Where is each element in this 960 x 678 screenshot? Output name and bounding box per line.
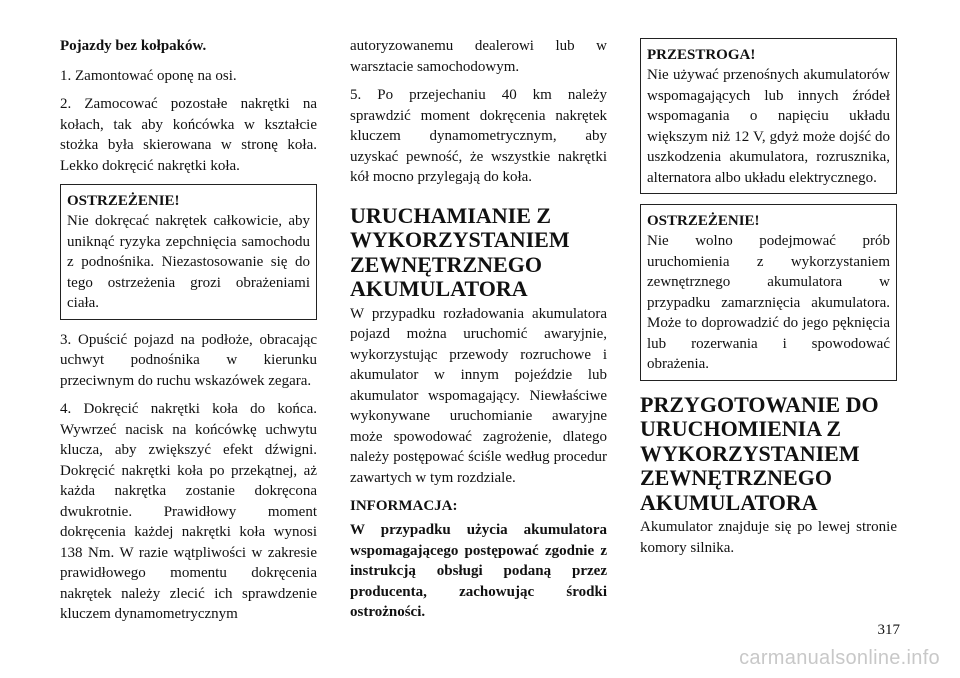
jump-start-intro: W przypadku rozładowania akumulatora pojazd można uruchomić awaryjnie, wykorzystując przewody rozruchowe i akumulator w innym pojeździe lub akumulator wspomagający. Niewłaściwe wykonywane uruchomianie awaryjne może spowodować zagrożenie, dlatego należy postępować ściśle według procedur zawartych w tym rozdziale. [350,305,607,486]
warning-body: Nie wolno podejmować prób uruchomienia z wykorzystaniem zewnętrznego akumulatora w przypadku zamarznięcia akumulatora. Może to doprowadzić do jego pęknięcia lub rozerwania i spowodować obrażenia. [647,233,890,372]
page-number: 317 [877,622,900,638]
step-5: 5. Po przejechaniu 40 km należy sprawdzić moment dokręcenia nakrętek kluczem dynamometrycznym, aby uzyskać pewność, że wszystkie nakrętki kół mocno przylegają do koła. [350,87,607,185]
watermark: carmanualsonline.info [739,647,940,669]
column-right [640,36,897,566]
step-4: 4. Dokręcić nakrętki koła do końca. Wywrzeć nacisk na końcówkę uchwytu klucza, aby zwiększyć efekt dźwigni. Dokręcić nakrętki koła po przekątnej, aż każda nakrętka zostanie dokręcona dwukrotnie. Prawidłowy moment dokręcenia każdej nakrętki koła wynosi 138 Nm. W razie wątpliwości w zakresie prawidłowego momentu dokręcenia nakrętek należy zlecić ich sprawdzenie kluczem dynamometrycznym [60,401,317,622]
section-heading-preparation: PRZYGOTOWANIE DO URUCHOMIENIA Z WYKORZYSTANIEM ZEWNĘTRZNEGO AKUMULATORA [640,391,879,515]
step-1: 1. Zamontować oponę na osi. [60,67,237,84]
caution-title: PRZESTROGA! [647,47,756,63]
battery-location-text: Akumulator znajduje się po lewej stronie komory silnika. [640,519,897,556]
caution-body: Nie używać przenośnych akumulatorów wspomagających lub innych źródeł wspomagania o napięciu układu większym niż 12 V, gdyż może dojść do uszkodzenia akumulatora, rozrusznika, alternatora albo układu elektrycznego. [647,67,890,186]
info-body: W przypadku użycia akumulatora wspomagającego postępować zgodnie z instrukcją obsługi podaną przez producenta, zachowując środki ostrożności. [350,522,607,620]
warning-box-lowering [60,184,317,320]
subheading-no-hubcaps: Pojazdy bez kołpaków. [60,38,207,54]
section-heading-jump-start: URUCHAMIANIE Z WYKORZYSTANIEM ZEWNĘTRZNEGO AKUMULATORA [350,202,570,301]
column-left [60,36,317,633]
column-middle [350,36,607,631]
warning-title: OSTRZEŻENIE! [67,193,180,209]
info-heading: INFORMACJA: [350,498,458,514]
caution-box [640,38,897,194]
warning-box-frozen-battery [640,204,897,381]
warning-title: OSTRZEŻENIE! [647,213,760,229]
warning-body: Nie dokręcać nakrętek całkowicie, aby uniknąć ryzyka zepchnięcia samochodu z podnośnika. Niezastosowanie się do tego ostrzeżenia grozi obrażeniami ciała. [67,213,310,311]
step-3: 3. Opuścić pojazd na podłoże, obracając uchwyt podnośnika w kierunku przeciwnym do ruchu wskazówek zegara. [60,331,317,389]
step-2: 2. Zamocować pozostałe nakrętki na kołach, tak aby końcówka w kształcie stożka była skierowana w stronę koła. Lekko dokręcić nakrętki koła. [60,96,317,174]
step-4-continued: autoryzowanemu dealerowi lub w warsztacie samochodowym. [350,38,607,75]
